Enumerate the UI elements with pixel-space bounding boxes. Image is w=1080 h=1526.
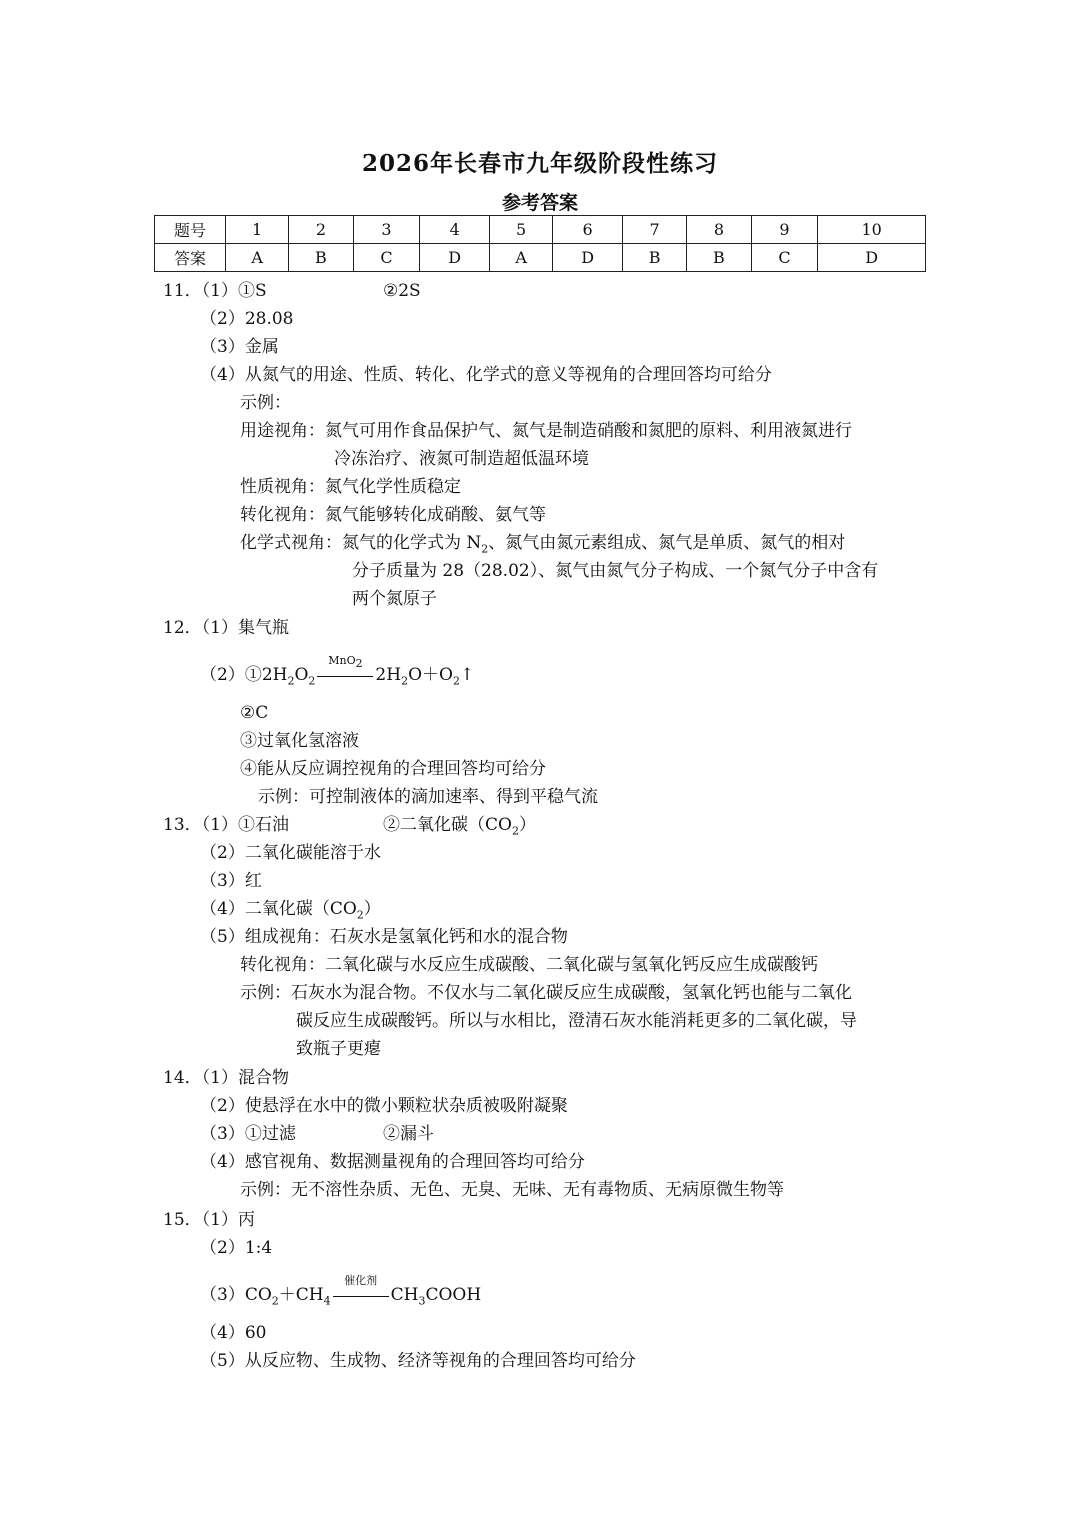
table-cell: 1 (226, 216, 289, 244)
table-cell: B (687, 244, 751, 272)
table-cell: 3 (353, 216, 420, 244)
q11-line: （4）从氮气的用途、性质、转化、化学式的意义等视角的合理回答均可给分 (200, 365, 772, 385)
q13-line (200, 899, 381, 922)
q13-text: ） (363, 899, 381, 919)
table-row-numbers (155, 216, 926, 244)
q13-line: 13．（1）①石油 (163, 815, 289, 835)
answer-table (154, 215, 926, 272)
subscript: 2 (511, 824, 519, 838)
q13-line: 致瓶子更瘪 (296, 1039, 381, 1059)
eq-text: （3）CO (200, 1285, 272, 1305)
q13-line: 转化视角：二氧化碳与水反应生成碳酸、二氧化碳与氢氧化钙反应生成碳酸钙 (240, 955, 818, 975)
subscript: 3 (418, 1294, 426, 1308)
eq-text: CH (390, 1285, 419, 1305)
q11-line: 11．（1）①S (163, 281, 267, 301)
q13-text: ） (518, 815, 536, 835)
subscript: 2 (356, 908, 364, 922)
q12-line: ②C (240, 703, 269, 723)
table-cell: 4 (420, 216, 490, 244)
table-cell: A (490, 244, 553, 272)
q14-line: （2）使悬浮在水中的微小颗粒状杂质被吸附凝聚 (200, 1096, 568, 1116)
reaction-condition (315, 651, 375, 671)
page-subtitle: 参考答案 (501, 192, 578, 214)
table-header-number: 题号 (155, 216, 226, 244)
q11-line: 示例： (240, 393, 291, 413)
subscript: 2 (287, 674, 295, 688)
subscript: 2 (452, 674, 460, 688)
subscript: 2 (308, 674, 316, 688)
table-cell: 8 (687, 216, 751, 244)
subscript: 2 (355, 657, 363, 671)
q15-line: （2）1:4 (200, 1238, 273, 1258)
q13-line: 碳反应生成碳酸钙。所以与水相比，澄清石灰水能消耗更多的二氧化碳，导 (296, 1011, 857, 1031)
reaction-arrow (331, 1274, 391, 1305)
subscript: 4 (323, 1294, 331, 1308)
table-cell: 5 (490, 216, 553, 244)
q13-text: ②二氧化碳（CO (383, 815, 512, 835)
q14-line: 示例：无不溶性杂质、无色、无臭、无味、无有毒物质、无病原微生物等 (240, 1180, 784, 1200)
eq-text: （2）①2H (200, 665, 288, 685)
q11-line: （3）金属 (200, 337, 279, 357)
q11-line: ②2S (383, 281, 421, 301)
q11-text: 、氮气由氮元素组成、氮气是单质、氮气的相对 (488, 533, 846, 553)
q15-line: 15．（1）丙 (163, 1210, 255, 1230)
table-cell: 7 (622, 216, 686, 244)
q12-line: ③过氧化氢溶液 (240, 731, 359, 751)
table-cell: D (553, 244, 623, 272)
subscript: 2 (271, 1294, 279, 1308)
q15-equation (200, 1274, 482, 1308)
q11-line: 分子质量为 28（28.02）、氮气由氮气分子构成、一个氮气分子中含有 (352, 561, 879, 581)
table-cell: 9 (751, 216, 818, 244)
equation-line (317, 676, 373, 677)
table-row-answers (155, 244, 926, 272)
q11-line: 转化视角：氮气能够转化成硝酸、氨气等 (240, 505, 546, 525)
eq-text: O＋O (408, 665, 453, 685)
q13-line (383, 815, 536, 838)
q14-line: （4）感官视角、数据测量视角的合理回答均可给分 (200, 1152, 585, 1172)
q11-line: 性质视角：氮气化学性质稳定 (240, 477, 461, 497)
q11-line (240, 533, 846, 556)
q13-line: （3）红 (200, 871, 262, 891)
q13-line: （5）组成视角：石灰水是氢氧化钙和水的混合物 (200, 927, 568, 947)
table-cell: D (818, 244, 926, 272)
reaction-condition: 催化剂 (344, 1274, 378, 1287)
table-cell: 6 (553, 216, 623, 244)
q11-line: 两个氮原子 (352, 589, 437, 609)
table-cell: C (751, 244, 818, 272)
q11-line: 冷冻治疗、液氮可制造超低温环境 (334, 449, 589, 469)
q12-line: 示例：可控制液体的滴加速率、得到平稳气流 (258, 787, 598, 807)
table-header-answer: 答案 (155, 244, 226, 272)
eq-text: 2H (375, 665, 402, 685)
q14-line: 14．（1）混合物 (163, 1068, 289, 1088)
q14-line: （3）①过滤 (200, 1124, 296, 1144)
table-cell: C (353, 244, 420, 272)
q13-text: （4）二氧化碳（CO (200, 899, 357, 919)
q13-line: 示例：石灰水为混合物。不仅水与二氧化碳反应生成碳酸，氢氧化钙也能与二氧化 (240, 983, 852, 1003)
subscript: 2 (481, 542, 489, 556)
table-cell: A (226, 244, 289, 272)
table-cell: B (289, 244, 353, 272)
q11-line: （2）28.08 (200, 309, 294, 329)
q14-line: ②漏斗 (383, 1124, 434, 1144)
q13-line: （2）二氧化碳能溶于水 (200, 843, 381, 863)
up-arrow-icon: ↑ (459, 665, 475, 685)
equation-line (333, 1296, 389, 1297)
page-title: 2026年长春市九年级阶段性练习 (361, 150, 718, 177)
q15-line: （4）60 (200, 1323, 267, 1343)
q12-line: 12．（1）集气瓶 (163, 618, 289, 638)
subscript: 2 (401, 674, 409, 688)
table-cell: 10 (818, 216, 926, 244)
table-cell: 2 (289, 216, 353, 244)
table-cell: B (622, 244, 686, 272)
q11-line: 用途视角：氮气可用作食品保护气、氮气是制造硝酸和氮肥的原料、利用液氮进行 (240, 421, 852, 441)
q12-equation (200, 654, 475, 688)
catalyst-text: MnO (328, 654, 356, 667)
table-cell: D (420, 244, 490, 272)
eq-text: COOH (425, 1285, 482, 1305)
eq-text: O (294, 665, 309, 685)
eq-text: ＋CH (278, 1285, 324, 1305)
q12-line: ④能从反应调控视角的合理回答均可给分 (240, 759, 546, 779)
q15-line: （5）从反应物、生成物、经济等视角的合理回答均可给分 (200, 1351, 636, 1371)
reaction-arrow (315, 654, 375, 685)
q11-text: 化学式视角：氮气的化学式为 N (240, 533, 482, 553)
